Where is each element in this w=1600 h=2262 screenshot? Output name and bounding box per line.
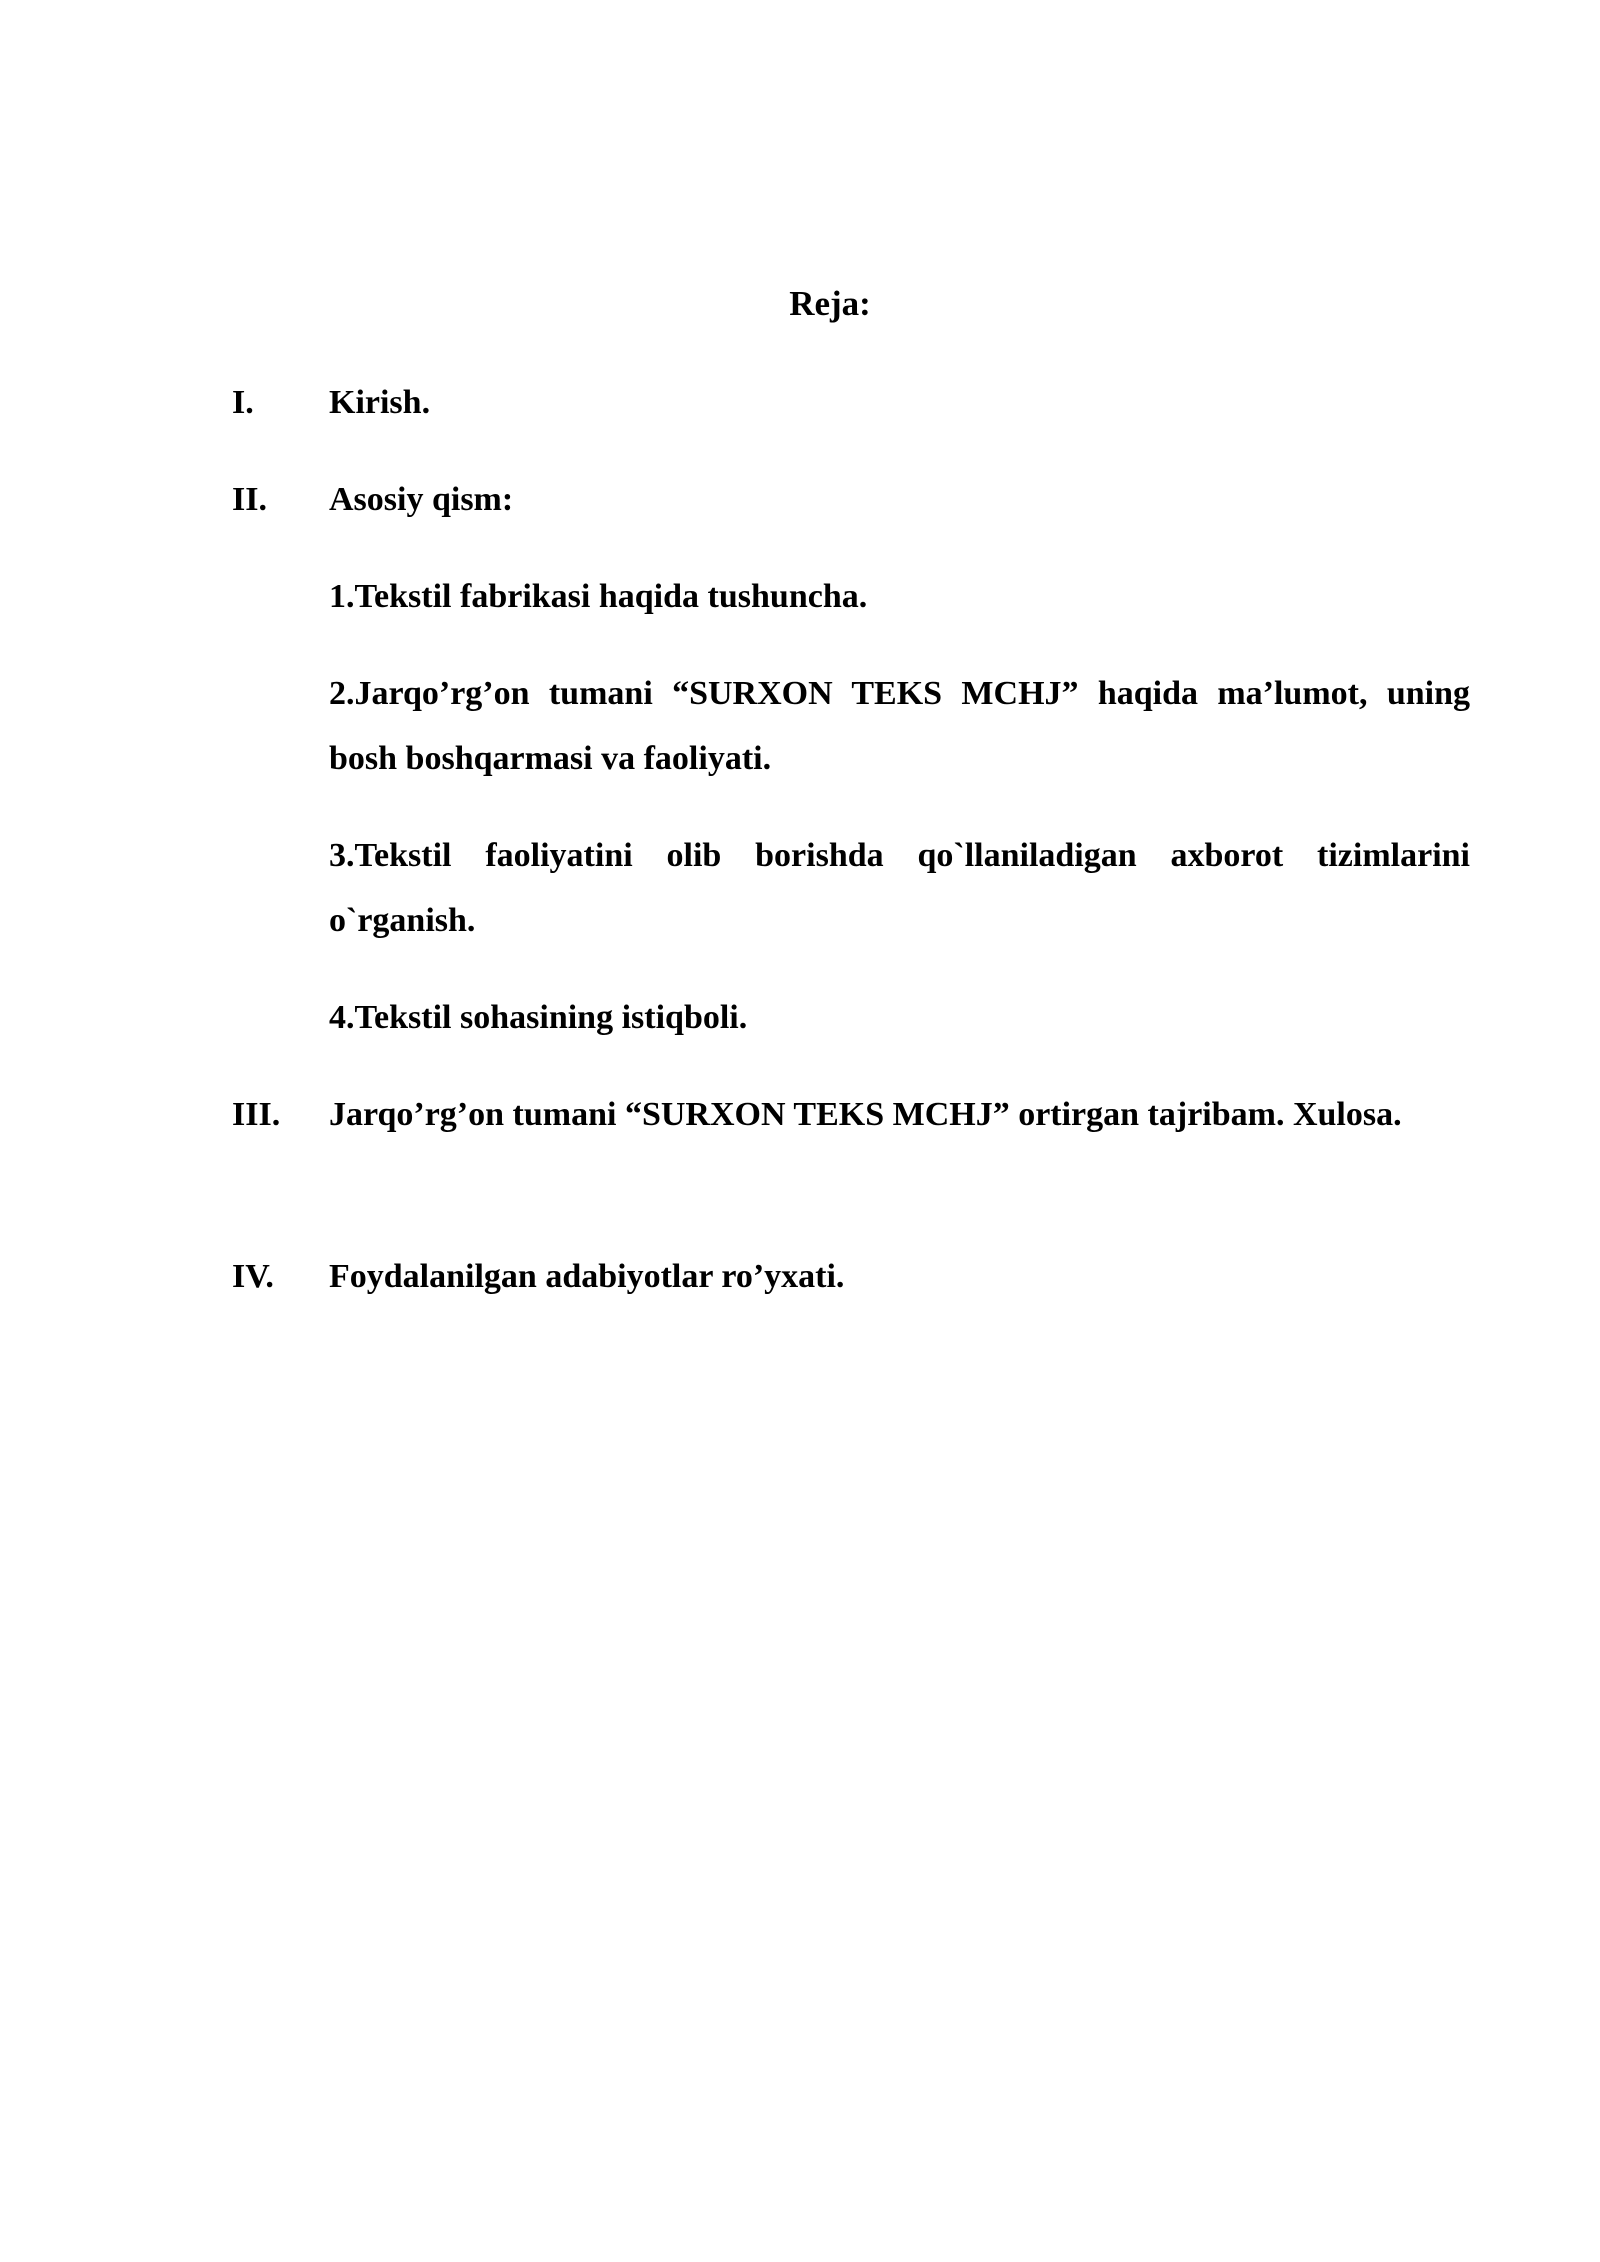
outline-text: Asosiy qism: bbox=[329, 481, 514, 518]
sub-item-4: 4.Tekstil sohasining istiqboli. bbox=[329, 999, 748, 1036]
outline-text: Jarqo’rg’on tumani “SURXON TEKS MCHJ” ortirgan tajribam. Xulosa. bbox=[329, 1096, 1402, 1133]
page-title: Reja: bbox=[789, 284, 871, 323]
outline-item-i bbox=[232, 370, 1470, 435]
sub-item-1: 1.Tekstil fabrikasi haqida tushuncha. bbox=[329, 578, 868, 615]
outline-number: III. bbox=[232, 1096, 281, 1133]
outline-text: Foydalanilgan adabiyotlar ro’yxati. bbox=[329, 1258, 845, 1295]
sub-item-2: 2.Jarqo’rg’on tumani “SURXON TEKS MCHJ” haqida ma’lumot, uning bosh boshqarmasi va faoliyati. bbox=[329, 675, 1470, 777]
outline-item-iii bbox=[232, 1082, 1470, 1147]
sub-item-3: 3.Tekstil faoliyatini olib borishda qo`llaniladigan axborot tizimlarini o`rganish. bbox=[329, 837, 1470, 939]
outline-number: I. bbox=[232, 384, 254, 421]
outline-text: Kirish. bbox=[329, 384, 431, 421]
outline-item-iv bbox=[232, 1244, 1470, 1309]
outline-number: II. bbox=[232, 481, 267, 518]
outline-item-ii bbox=[232, 467, 1470, 532]
outline-number: IV. bbox=[232, 1258, 274, 1295]
